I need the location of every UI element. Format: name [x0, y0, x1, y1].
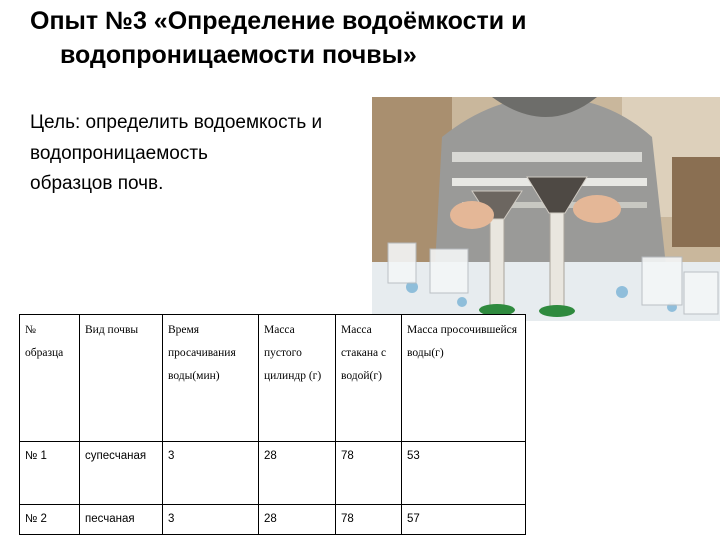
- table-cell: 53: [402, 442, 526, 505]
- table-header-cell: Масса пустого цилиндр (г): [259, 315, 336, 442]
- table-cell: 78: [336, 505, 402, 535]
- table-cell: песчаная: [80, 505, 163, 535]
- slide-title-line-1: Опыт №3 «Определение водоёмкости и: [30, 7, 527, 35]
- goal-line-3: образцов почв.: [30, 173, 164, 194]
- table-cell: № 1: [20, 442, 80, 505]
- soil-data-table: [19, 314, 526, 535]
- table-header-cell: Вид почвы: [80, 315, 163, 442]
- table-cell: 28: [259, 442, 336, 505]
- table-cell: 28: [259, 505, 336, 535]
- table-row: [20, 442, 526, 505]
- table-cell: 57: [402, 505, 526, 535]
- slide-title: [30, 4, 690, 72]
- table-cell: 3: [163, 505, 259, 535]
- photo-child-with-soil-funnels-icon: [372, 97, 720, 321]
- table-cell: 3: [163, 442, 259, 505]
- experiment-photo: [372, 97, 720, 321]
- table-header-row: [20, 315, 526, 442]
- table-header-cell: Время просачивания воды(мин): [163, 315, 259, 442]
- table-row: [20, 505, 526, 535]
- table-cell: 78: [336, 442, 402, 505]
- table-cell: супесчаная: [80, 442, 163, 505]
- table-header-cell: Масса стакана с водой(г): [336, 315, 402, 442]
- table-header-cell: № образца: [20, 315, 80, 442]
- goal-text: [30, 108, 370, 200]
- goal-line-2: водопроницаемость: [30, 142, 208, 164]
- table-header-cell: Масса просочившейся воды(г): [402, 315, 526, 442]
- goal-line-1: Цель: определить водоемкость и: [30, 112, 323, 133]
- slide-title-line-2: водопроницаемости почвы»: [60, 41, 417, 69]
- table-cell: № 2: [20, 505, 80, 535]
